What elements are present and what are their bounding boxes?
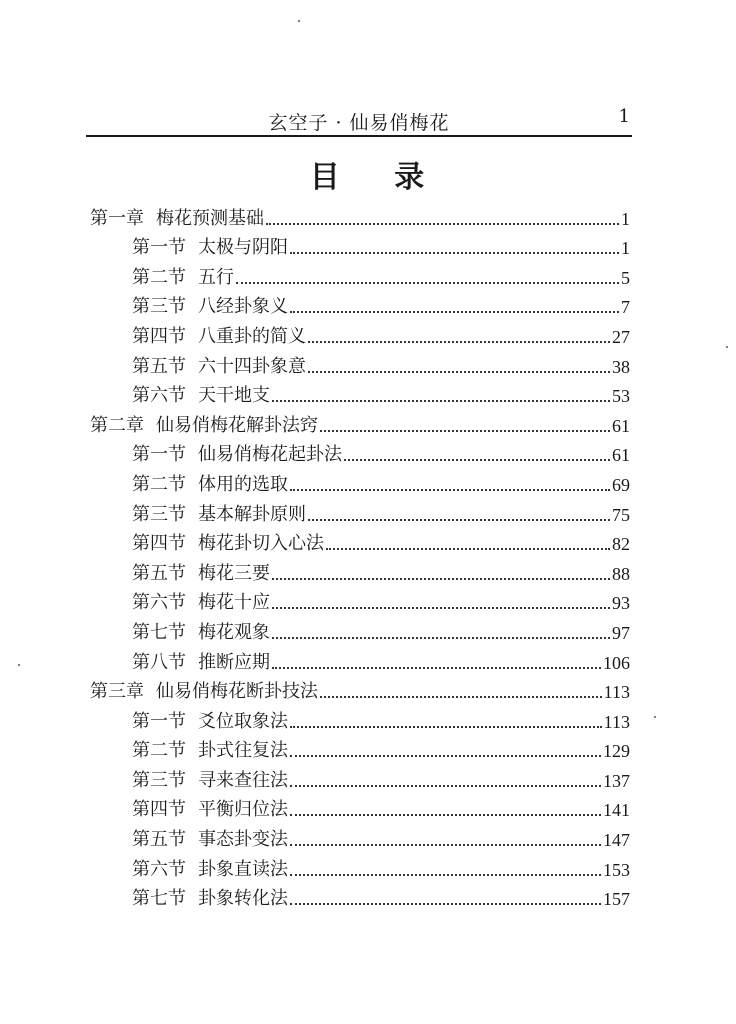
toc-entry-title: 五行 (198, 266, 234, 288)
toc-entry-page: 82 (612, 534, 630, 555)
toc-entry-page: 157 (603, 889, 630, 910)
dot-leader (272, 636, 610, 639)
toc-entry-page: 27 (612, 326, 630, 347)
toc-section-entry (90, 644, 630, 674)
toc-entry-number: 第七节 (132, 888, 186, 910)
toc-entry-page: 61 (612, 445, 630, 466)
toc-entry-title: 卦象直读法 (198, 858, 288, 880)
dot-leader (272, 399, 610, 402)
toc-entry-title: 六十四卦象意 (198, 355, 306, 377)
toc-section-entry (90, 526, 630, 556)
toc-entry-page: 147 (603, 830, 630, 851)
toc-entry-number: 第三节 (132, 503, 186, 525)
toc-section-entry (90, 259, 630, 289)
toc-entry-number: 第一节 (132, 237, 186, 259)
dot-leader (308, 518, 610, 521)
dot-leader (272, 606, 610, 609)
toc-entry-title: 梅花三要 (198, 562, 270, 584)
dot-leader (290, 784, 601, 787)
toc-section-entry (90, 378, 630, 408)
toc-entry-number: 第六节 (132, 385, 186, 407)
toc-entry-title: 八经卦象义 (198, 296, 288, 318)
toc-section-entry (90, 851, 630, 881)
toc-entry-page: 1 (621, 238, 630, 259)
toc-section-entry (90, 348, 630, 378)
dot-leader (290, 488, 610, 491)
toc-section-entry (90, 318, 630, 348)
toc-entry-page: 93 (612, 593, 630, 614)
toc-entry-number: 第五节 (132, 829, 186, 851)
toc-entry-number: 第四节 (132, 799, 186, 821)
toc-entry-page: 5 (621, 267, 630, 288)
toc-entry-page: 113 (603, 711, 630, 732)
toc-entry-title: 体用的选取 (198, 473, 288, 495)
dot-leader (290, 902, 601, 905)
dot-leader (344, 458, 610, 461)
toc-section-entry (90, 585, 630, 615)
dot-leader (308, 340, 610, 343)
toc-entry-title: 基本解卦原则 (198, 503, 306, 525)
toc-entry-page: 113 (603, 682, 630, 703)
toc-entry-number: 第一节 (132, 710, 186, 732)
dot-leader (236, 281, 619, 284)
toc-entry-number: 第三节 (132, 296, 186, 318)
dot-leader (290, 310, 619, 313)
toc-entry-number: 第四节 (132, 325, 186, 347)
scan-speck (18, 664, 20, 666)
dot-leader (290, 813, 601, 816)
toc-entry-page: 88 (612, 563, 630, 584)
toc-section-entry (90, 821, 630, 851)
toc-chapter-entry (90, 407, 630, 437)
toc-entry-page: 7 (621, 297, 630, 318)
toc-entry-page: 129 (603, 741, 630, 762)
toc-entry-number: 第三章 (90, 681, 144, 703)
toc-entry-number: 第八节 (132, 651, 186, 673)
toc-entry-page: 106 (603, 652, 630, 673)
toc-entry-page: 1 (621, 208, 630, 229)
toc-entry-page: 97 (612, 622, 630, 643)
toc-entry-number: 第三节 (132, 769, 186, 791)
toc-entry-number: 第六节 (132, 858, 186, 880)
toc-section-entry (90, 792, 630, 822)
toc-entry-number: 第一章 (90, 207, 144, 229)
toc-section-entry (90, 703, 630, 733)
toc-entry-page: 137 (603, 770, 630, 791)
toc-entry-title: 事态卦变法 (198, 829, 288, 851)
header-page-number: 1 (618, 106, 630, 127)
toc-entry-number: 第五节 (132, 562, 186, 584)
toc-section-entry (90, 437, 630, 467)
dot-leader (326, 547, 610, 550)
toc-section-entry (90, 466, 630, 496)
toc-section-entry (90, 289, 630, 319)
running-header (86, 104, 632, 134)
toc-entry-number: 第四节 (132, 533, 186, 555)
toc-title: 目 录 (309, 160, 427, 195)
dot-leader (272, 577, 610, 580)
toc-entry-title: 太极与阴阳 (198, 237, 288, 259)
header-rule (86, 135, 632, 137)
toc-entry-title: 仙易俏梅花解卦法窍 (156, 414, 318, 436)
toc-entry-title: 仙易俏梅花起卦法 (198, 444, 342, 466)
dot-leader (290, 725, 602, 728)
toc-entry-number: 第一节 (132, 444, 186, 466)
dot-leader (320, 429, 610, 432)
toc-entry-title: 爻位取象法 (198, 710, 288, 732)
toc-section-entry (90, 230, 630, 260)
toc-entry-title: 梅花卦切入心法 (198, 533, 324, 555)
toc-entry-number: 第二节 (132, 740, 186, 762)
header-title: 玄空子 · 仙易俏梅花 (268, 112, 450, 134)
toc-section-entry (90, 496, 630, 526)
scan-speck (726, 346, 728, 348)
toc-entry-title: 天干地支 (198, 385, 270, 407)
dot-leader (290, 843, 601, 846)
dot-leader (272, 666, 601, 669)
toc-section-entry (90, 762, 630, 792)
toc-entry-title: 八重卦的简义 (198, 325, 306, 347)
toc-entry-number: 第二节 (132, 473, 186, 495)
toc-entry-page: 53 (612, 386, 630, 407)
dot-leader (308, 370, 610, 373)
toc-entry-title: 卦象转化法 (198, 888, 288, 910)
toc-entry-number: 第二章 (90, 414, 144, 436)
toc-entry-number: 第六节 (132, 592, 186, 614)
toc-entry-page: 153 (603, 859, 630, 880)
toc-chapter-entry (90, 674, 630, 704)
toc-entry-title: 梅花预测基础 (156, 207, 264, 229)
toc-section-entry (90, 555, 630, 585)
dot-leader (290, 873, 601, 876)
toc-entry-number: 第五节 (132, 355, 186, 377)
dot-leader (290, 251, 619, 254)
toc-chapter-entry (90, 200, 630, 230)
toc-entry-title: 平衡归位法 (198, 799, 288, 821)
toc-entry-page: 75 (612, 504, 630, 525)
dot-leader (290, 754, 601, 757)
toc-section-entry (90, 881, 630, 911)
toc-entry-page: 61 (612, 415, 630, 436)
toc-entry-title: 梅花观象 (198, 621, 270, 643)
toc-entry-title: 梅花十应 (198, 592, 270, 614)
toc-entry-page: 69 (612, 474, 630, 495)
toc-section-entry (90, 614, 630, 644)
toc-entry-title: 推断应期 (198, 651, 270, 673)
dot-leader (266, 222, 619, 225)
toc-entry-page: 141 (603, 800, 630, 821)
toc-entry-title: 寻来查往法 (198, 769, 288, 791)
toc-entry-number: 第二节 (132, 266, 186, 288)
toc-entry-title: 仙易俏梅花断卦技法 (156, 681, 318, 703)
toc-entry-number: 第七节 (132, 621, 186, 643)
toc-section-entry (90, 733, 630, 763)
toc-entry-page: 38 (612, 356, 630, 377)
toc-entry-title: 卦式往复法 (198, 740, 288, 762)
dot-leader (320, 695, 602, 698)
scan-speck (298, 20, 300, 22)
scan-speck (654, 716, 656, 718)
table-of-contents (90, 200, 630, 910)
